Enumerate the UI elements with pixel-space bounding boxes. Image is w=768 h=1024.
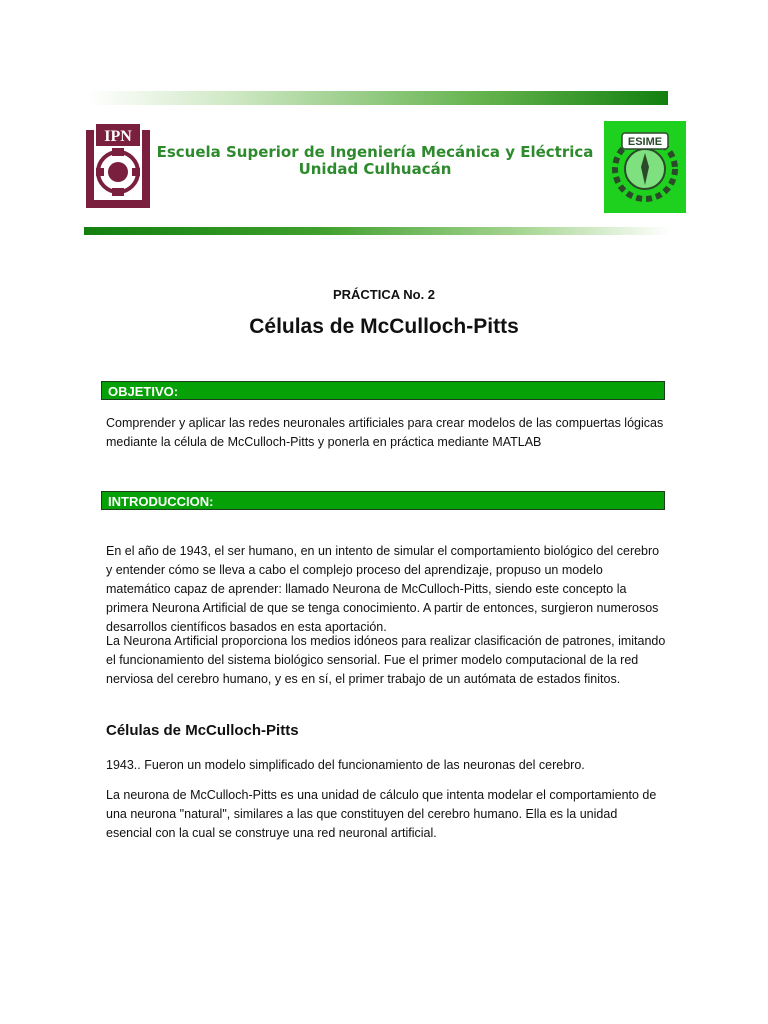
page-title: Células de McCulloch-Pitts xyxy=(249,315,519,338)
esime-logo-text: ESIME xyxy=(627,136,663,148)
objetivo-text: Comprender y aplicar las redes neuronales artificiales para crear modelos de las compuertas lógicas mediante la célula de McCulloch-Pitts y ponerla en práctica mediante MATLAB xyxy=(106,416,664,449)
school-name-line1: Escuela Superior de Ingeniería Mecánica y Eléctrica xyxy=(156,143,594,161)
ipn-logo-text: IPN xyxy=(104,128,132,145)
intro-paragraph-1: En el año de 1943, el ser humano, en un intento de simular el comportamiento biológico del cerebro y entender cómo se lleva a cabo el complejo proceso del aprendizaje, propuso un modelo matemático capaz de aprender: llamado Neurona de McCulloch-Pitts, siendo este concepto la primera Neurona Artificial de que se tenga conocimiento. A partir de entonces, surgieron numerosos desarrollos científicos basados en esta aportación. xyxy=(106,544,660,634)
school-name-line2: Unidad Culhuacán xyxy=(298,160,452,178)
ipn-logo xyxy=(82,120,154,216)
objetivo-heading: OBJETIVO: xyxy=(108,384,179,399)
intro-paragraph-4: La neurona de McCulloch-Pitts es una unidad de cálculo que intenta modelar el comportamiento de una neurona "natural", similares a las que constituyen del cerebro humano. Ella es la unidad esencial con la cual se construye una red neuronal artificial. xyxy=(106,788,657,840)
objetivo-section-bar xyxy=(101,381,665,400)
introduccion-heading: INTRODUCCION: xyxy=(108,494,214,509)
school-name xyxy=(150,144,600,178)
esime-logo xyxy=(604,121,686,213)
header-gradient-bar-top xyxy=(88,91,668,105)
section-subheading: Células de McCulloch-Pitts xyxy=(106,722,299,739)
introduccion-section-bar xyxy=(101,491,665,510)
intro-paragraph-3: 1943.. Fueron un modelo simplificado del funcionamiento de las neuronas del cerebro. xyxy=(106,758,585,772)
header-gradient-bar-bottom xyxy=(84,227,670,235)
practice-number: PRÁCTICA No. 2 xyxy=(332,287,436,302)
intro-paragraph-2: La Neurona Artificial proporciona los medios idóneos para realizar clasificación de patrones, imitando el funcionamiento del sistema biológico sensorial. Fue el primer modelo computacional de la red nerviosa del cerebro humano, y es en sí, el primer trabajo de un autómata de estados finitos. xyxy=(106,634,666,686)
